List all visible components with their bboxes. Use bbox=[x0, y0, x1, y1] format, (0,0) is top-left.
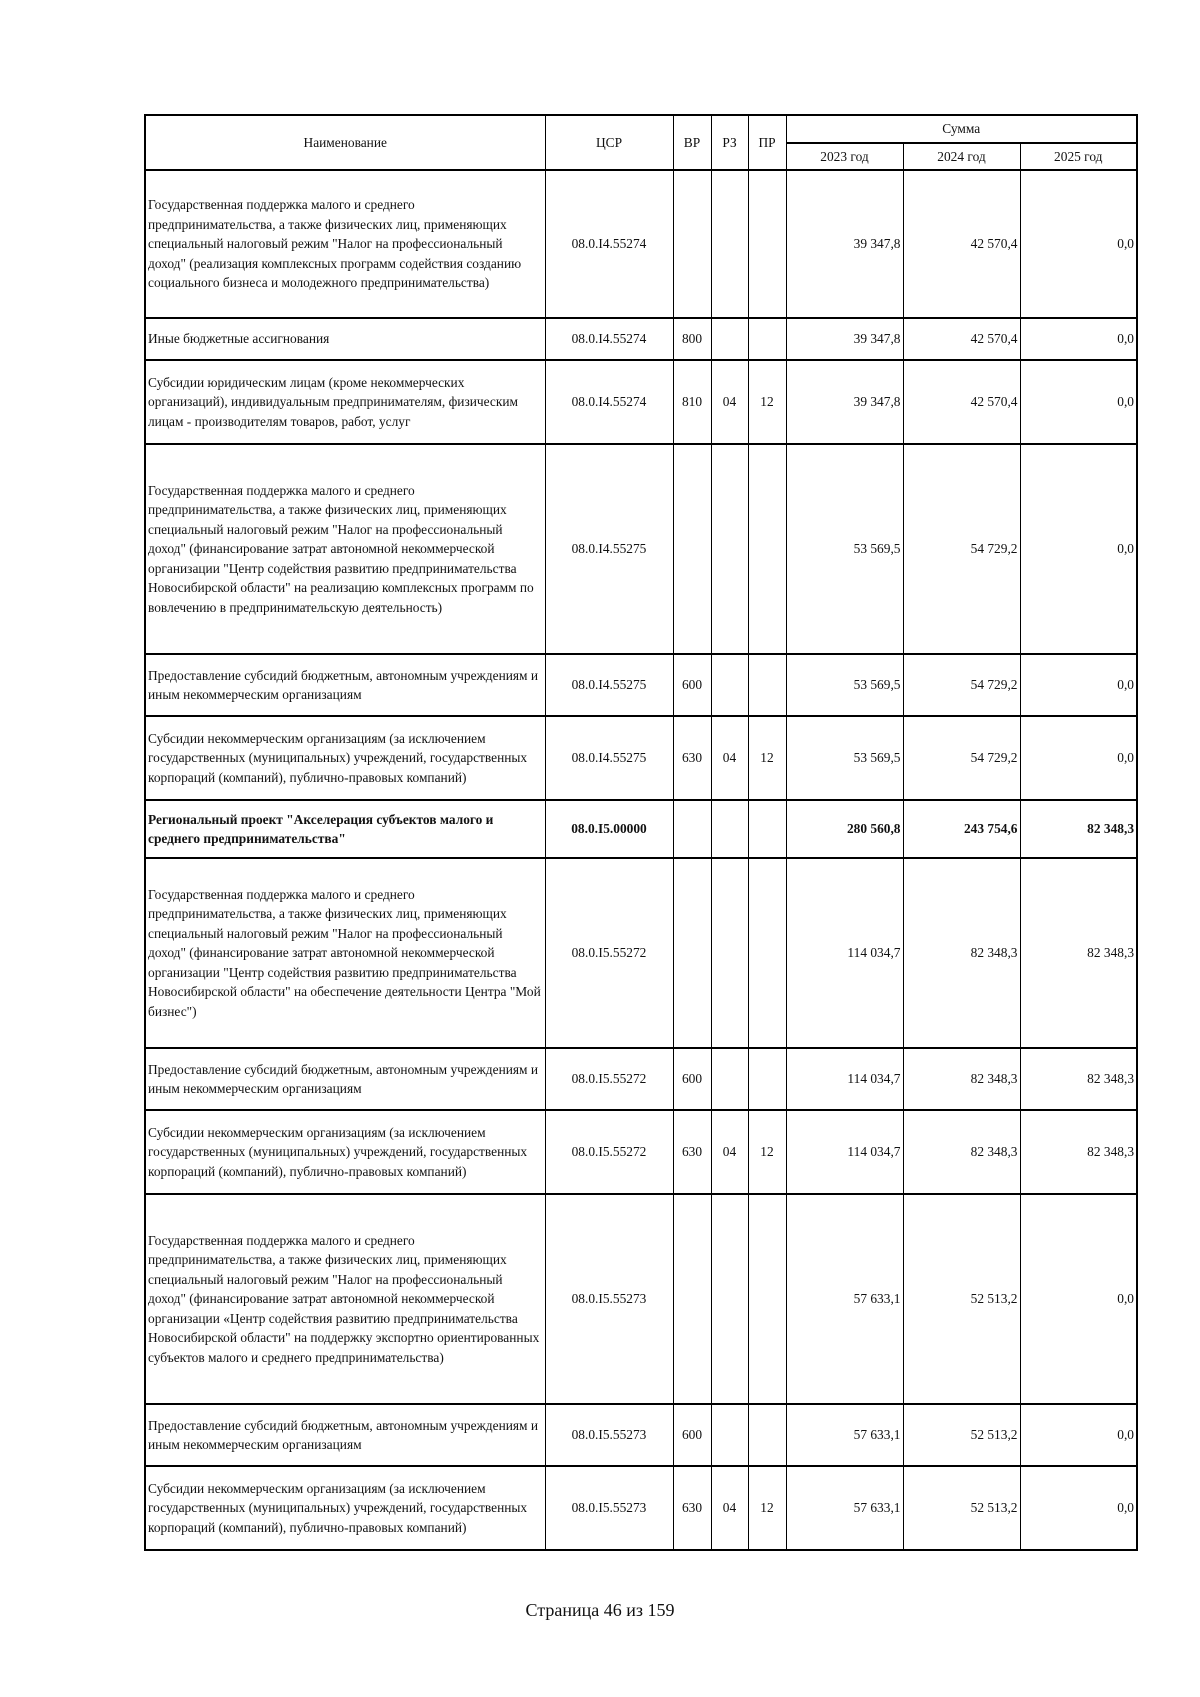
cell-2023: 39 347,8 bbox=[786, 318, 903, 360]
cell-csr: 08.0.I5.55273 bbox=[545, 1466, 673, 1550]
cell-2025: 82 348,3 bbox=[1020, 1110, 1137, 1194]
cell-vr: 630 bbox=[673, 716, 711, 800]
cell-vr bbox=[673, 858, 711, 1048]
table-row bbox=[145, 858, 1137, 1048]
cell-vr: 630 bbox=[673, 1110, 711, 1194]
cell-pr bbox=[748, 1194, 786, 1404]
cell-2025: 0,0 bbox=[1020, 1404, 1137, 1466]
cell-csr: 08.0.I4.55275 bbox=[545, 444, 673, 654]
cell-rz bbox=[711, 1048, 748, 1110]
cell-2025: 0,0 bbox=[1020, 1466, 1137, 1550]
cell-2025: 0,0 bbox=[1020, 716, 1137, 800]
cell-2023: 53 569,5 bbox=[786, 444, 903, 654]
cell-2025: 0,0 bbox=[1020, 654, 1137, 716]
cell-2025: 0,0 bbox=[1020, 170, 1137, 318]
cell-2024: 52 513,2 bbox=[903, 1404, 1020, 1466]
cell-2023: 114 034,7 bbox=[786, 1048, 903, 1110]
cell-2025: 82 348,3 bbox=[1020, 800, 1137, 858]
cell-2023: 39 347,8 bbox=[786, 360, 903, 444]
cell-name: Государственная поддержка малого и среднего предпринимательства, а также физических лиц, применяющих специальный налоговый режим "Налог на профессиональный доход" (финансирование затрат автономной некоммерческой организации "Центр содействия развитию предпринимательства Новосибирской области" на реализацию комплексных программ по вовлечению в предпринимательскую деятельность) bbox=[145, 444, 545, 654]
cell-pr: 12 bbox=[748, 1466, 786, 1550]
header-pr: ПР bbox=[748, 115, 786, 170]
cell-2024: 54 729,2 bbox=[903, 716, 1020, 800]
cell-csr: 08.0.I4.55275 bbox=[545, 716, 673, 800]
table-row bbox=[145, 360, 1137, 444]
cell-vr bbox=[673, 1194, 711, 1404]
cell-pr bbox=[748, 1404, 786, 1466]
cell-name: Региональный проект "Акселерация субъектов малого и среднего предпринимательства" bbox=[145, 800, 545, 858]
cell-2024: 52 513,2 bbox=[903, 1194, 1020, 1404]
cell-2023: 280 560,8 bbox=[786, 800, 903, 858]
cell-vr bbox=[673, 800, 711, 858]
table-row bbox=[145, 318, 1137, 360]
cell-rz bbox=[711, 858, 748, 1048]
cell-vr: 600 bbox=[673, 654, 711, 716]
cell-2023: 57 633,1 bbox=[786, 1194, 903, 1404]
cell-csr: 08.0.I5.55272 bbox=[545, 1110, 673, 1194]
table-row bbox=[145, 716, 1137, 800]
table-body bbox=[145, 170, 1137, 1550]
cell-2025: 0,0 bbox=[1020, 1194, 1137, 1404]
cell-rz bbox=[711, 654, 748, 716]
cell-vr: 600 bbox=[673, 1404, 711, 1466]
cell-csr: 08.0.I5.00000 bbox=[545, 800, 673, 858]
cell-pr bbox=[748, 444, 786, 654]
header-year-2024: 2024 год bbox=[903, 143, 1020, 170]
cell-csr: 08.0.I5.55273 bbox=[545, 1404, 673, 1466]
cell-name: Государственная поддержка малого и среднего предпринимательства, а также физических лиц, применяющих специальный налоговый режим "Налог на профессиональный доход" (финансирование затрат автономной некоммерческой организации "Центр содействия развитию предпринимательства Новосибирской области" на обеспечение деятельности Центра "Мой бизнес") bbox=[145, 858, 545, 1048]
cell-csr: 08.0.I4.55274 bbox=[545, 318, 673, 360]
cell-name: Субсидии некоммерческим организациям (за исключением государственных (муниципальных) учреждений, государственных корпораций (компаний), публично-правовых компаний) bbox=[145, 1110, 545, 1194]
cell-csr: 08.0.I4.55274 bbox=[545, 170, 673, 318]
cell-name: Субсидии некоммерческим организациям (за исключением государственных (муниципальных) учреждений, государственных корпораций (компаний), публично-правовых компаний) bbox=[145, 716, 545, 800]
cell-pr bbox=[748, 800, 786, 858]
cell-rz bbox=[711, 800, 748, 858]
cell-name: Государственная поддержка малого и среднего предпринимательства, а также физических лиц, применяющих специальный налоговый режим "Налог на профессиональный доход" (реализация комплексных программ содействия созданию социального бизнеса и молодежного предпринимательства) bbox=[145, 170, 545, 318]
header-year-2025: 2025 год bbox=[1020, 143, 1137, 170]
cell-2023: 57 633,1 bbox=[786, 1466, 903, 1550]
cell-pr bbox=[748, 170, 786, 318]
table-row bbox=[145, 444, 1137, 654]
cell-2024: 54 729,2 bbox=[903, 444, 1020, 654]
cell-pr bbox=[748, 654, 786, 716]
cell-2025: 0,0 bbox=[1020, 360, 1137, 444]
header-rz: РЗ bbox=[711, 115, 748, 170]
cell-rz: 04 bbox=[711, 1466, 748, 1550]
cell-vr bbox=[673, 444, 711, 654]
cell-csr: 08.0.I5.55272 bbox=[545, 858, 673, 1048]
cell-pr: 12 bbox=[748, 360, 786, 444]
cell-name: Субсидии некоммерческим организациям (за исключением государственных (муниципальных) учреждений, государственных корпораций (компаний), публично-правовых компаний) bbox=[145, 1466, 545, 1550]
cell-name: Субсидии юридическим лицам (кроме некоммерческих организаций), индивидуальным предпринимателям, физическим лицам - производителям товаров, работ, услуг bbox=[145, 360, 545, 444]
page-number: Страница 46 из 159 bbox=[525, 1600, 675, 1620]
cell-2024: 82 348,3 bbox=[903, 1110, 1020, 1194]
cell-2024: 82 348,3 bbox=[903, 858, 1020, 1048]
table-row bbox=[145, 1194, 1137, 1404]
cell-rz bbox=[711, 1194, 748, 1404]
cell-2024: 42 570,4 bbox=[903, 318, 1020, 360]
cell-pr bbox=[748, 1048, 786, 1110]
header-sum: Сумма bbox=[786, 115, 1137, 143]
header-csr: ЦСР bbox=[545, 115, 673, 170]
cell-name: Предоставление субсидий бюджетным, автономным учреждениям и иным некоммерческим организациям bbox=[145, 654, 545, 716]
cell-2023: 53 569,5 bbox=[786, 654, 903, 716]
cell-rz: 04 bbox=[711, 1110, 748, 1194]
table-row bbox=[145, 1466, 1137, 1550]
cell-vr: 800 bbox=[673, 318, 711, 360]
cell-2025: 0,0 bbox=[1020, 318, 1137, 360]
header-vr: ВР bbox=[673, 115, 711, 170]
cell-name: Предоставление субсидий бюджетным, автономным учреждениям и иным некоммерческим организациям bbox=[145, 1404, 545, 1466]
cell-2025: 82 348,3 bbox=[1020, 858, 1137, 1048]
cell-csr: 08.0.I4.55275 bbox=[545, 654, 673, 716]
cell-2024: 243 754,6 bbox=[903, 800, 1020, 858]
table-row bbox=[145, 1110, 1137, 1194]
cell-2023: 57 633,1 bbox=[786, 1404, 903, 1466]
cell-2025: 0,0 bbox=[1020, 444, 1137, 654]
cell-name: Предоставление субсидий бюджетным, автономным учреждениям и иным некоммерческим организациям bbox=[145, 1048, 545, 1110]
cell-csr: 08.0.I5.55273 bbox=[545, 1194, 673, 1404]
cell-2023: 39 347,8 bbox=[786, 170, 903, 318]
cell-rz bbox=[711, 318, 748, 360]
cell-2023: 114 034,7 bbox=[786, 1110, 903, 1194]
header-name: Наименование bbox=[145, 115, 545, 170]
cell-rz bbox=[711, 170, 748, 318]
cell-2023: 114 034,7 bbox=[786, 858, 903, 1048]
cell-rz bbox=[711, 444, 748, 654]
table-row bbox=[145, 1404, 1137, 1466]
cell-csr: 08.0.I5.55272 bbox=[545, 1048, 673, 1110]
cell-rz bbox=[711, 1404, 748, 1466]
table-row bbox=[145, 170, 1137, 318]
table-header bbox=[145, 115, 1137, 170]
table-row bbox=[145, 654, 1137, 716]
cell-vr: 810 bbox=[673, 360, 711, 444]
header-year-2023: 2023 год bbox=[786, 143, 903, 170]
cell-2024: 42 570,4 bbox=[903, 170, 1020, 318]
cell-pr bbox=[748, 858, 786, 1048]
budget-table bbox=[144, 114, 1138, 1551]
table-row bbox=[145, 800, 1137, 858]
cell-2024: 82 348,3 bbox=[903, 1048, 1020, 1110]
cell-rz: 04 bbox=[711, 360, 748, 444]
cell-rz: 04 bbox=[711, 716, 748, 800]
cell-2024: 54 729,2 bbox=[903, 654, 1020, 716]
cell-2023: 53 569,5 bbox=[786, 716, 903, 800]
cell-2024: 52 513,2 bbox=[903, 1466, 1020, 1550]
cell-csr: 08.0.I4.55274 bbox=[545, 360, 673, 444]
cell-2024: 42 570,4 bbox=[903, 360, 1020, 444]
cell-pr bbox=[748, 318, 786, 360]
cell-pr: 12 bbox=[748, 716, 786, 800]
cell-vr: 630 bbox=[673, 1466, 711, 1550]
cell-vr bbox=[673, 170, 711, 318]
cell-name: Государственная поддержка малого и среднего предпринимательства, а также физических лиц, применяющих специальный налоговый режим "Налог на профессиональный доход" (финансирование затрат автономной некоммерческой организации «Центр содействия развитию предпринимательства Новосибирской области" на поддержку экспортно ориентированных субъектов малого и среднего предпринимательства) bbox=[145, 1194, 545, 1404]
cell-2025: 82 348,3 bbox=[1020, 1048, 1137, 1110]
table-row bbox=[145, 1048, 1137, 1110]
cell-name: Иные бюджетные ассигнования bbox=[145, 318, 545, 360]
cell-vr: 600 bbox=[673, 1048, 711, 1110]
cell-pr: 12 bbox=[748, 1110, 786, 1194]
